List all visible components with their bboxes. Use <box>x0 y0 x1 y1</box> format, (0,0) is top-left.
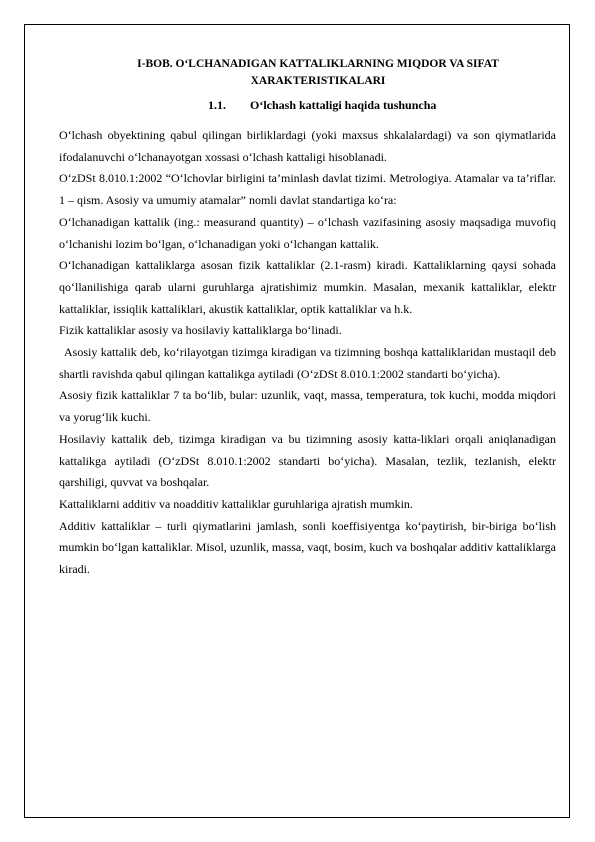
paragraph: O‘lchash obyektining qabul qilingan birliklardagi (yoki maxsus shkalalardagi) va son qiymatlarida ifodalanuvchi o‘lchanayotgan xossasi o‘lchash kattaligi hisoblanadi. <box>59 128 556 164</box>
body-text <box>59 125 556 581</box>
chapter-heading-line2: XARAKTERISTIKALARI <box>250 74 386 87</box>
paragraph: O‘zDSt 8.010.1:2002 “O‘lchovlar birligini ta’minlash davlat tizimi. Metrologiya. Atamalar va ta’riflar. 1 – qism. Asosiy va umumiy atamalar” nomli davlat standartiga ko‘ra: <box>59 171 556 208</box>
paragraph: Asosiy kattalik deb, ko‘rilayotgan tizimga kiradigan va tizimning boshqa kattaliklaridan mustaqil deb shartli ravishda qabul qilingan kattalikga aytiladi (O‘zDSt 8.010.1:2002 standarti bo‘yicha). <box>59 345 556 381</box>
section-number: 1.1. <box>208 98 226 112</box>
paragraph: O‘lchanadigan kattaliklarga asosan fizik kattaliklar (2.1-rasm) kiradi. Kattaliklarning qaysi sohada qo‘llanilishiga qarab ularni guruhlarga ajratishimiz mumkin. Masalan, mexanik kattaliklar, elektr kattaliklar, issiqlik kattaliklari, akustik kattaliklar, optik kattaliklar va h.k. <box>59 258 556 316</box>
paragraph: Asosiy fizik kattaliklar 7 ta bo‘lib, bular: uzunlik, vaqt, massa, temperatura, tok kuchi, modda miqdori va yorug‘lik kuchi. <box>59 388 556 425</box>
paragraph: O‘lchanadigan kattalik (ing.: measurand quantity) – o‘lchash vazifasining asosiy maqsadiga muvofiq o‘lchanishi lozim bo‘lgan, o‘lchanadigan yoki o‘lchangan kattalik. <box>59 214 556 251</box>
paragraph: Additiv kattaliklar – turli qiymatlarini jamlash, sonli koeffisiyentga ko‘paytirish, bir-biriga bo‘lish mumkin bo‘lgan kattaliklar. Misol, uzunlik, massa, vaqt, bosim, kuch va boshqalar additiv kattaliklarga kiradi. <box>59 518 556 577</box>
paragraph: Fizik kattaliklar asosiy va hosilaviy kattaliklarga bo‘linadi. <box>59 323 342 338</box>
section-heading <box>208 97 436 113</box>
chapter-heading-line1: I-BOB. O‘LCHANADIGAN KATTALIKLARNING MIQDOR VA SIFAT <box>137 58 499 70</box>
paragraph: Hosilaviy kattalik deb, tizimga kiradigan va bu tizimning asosiy katta-liklari orqali aniqlanadigan kattalikga aytiladi (O‘zDSt 8.010.1:2002 standarti bo‘yicha). Masalan, tezlik, tezlanish, elektr qarshiligi, quvvat va boshqalar. <box>59 431 556 490</box>
section-title: O‘lchash kattaligi haqida tushuncha <box>250 98 437 112</box>
chapter-heading <box>80 56 556 89</box>
paragraph: Kattaliklarni additiv va noadditiv kattaliklar guruhlariga ajratish mumkin. <box>59 496 413 511</box>
